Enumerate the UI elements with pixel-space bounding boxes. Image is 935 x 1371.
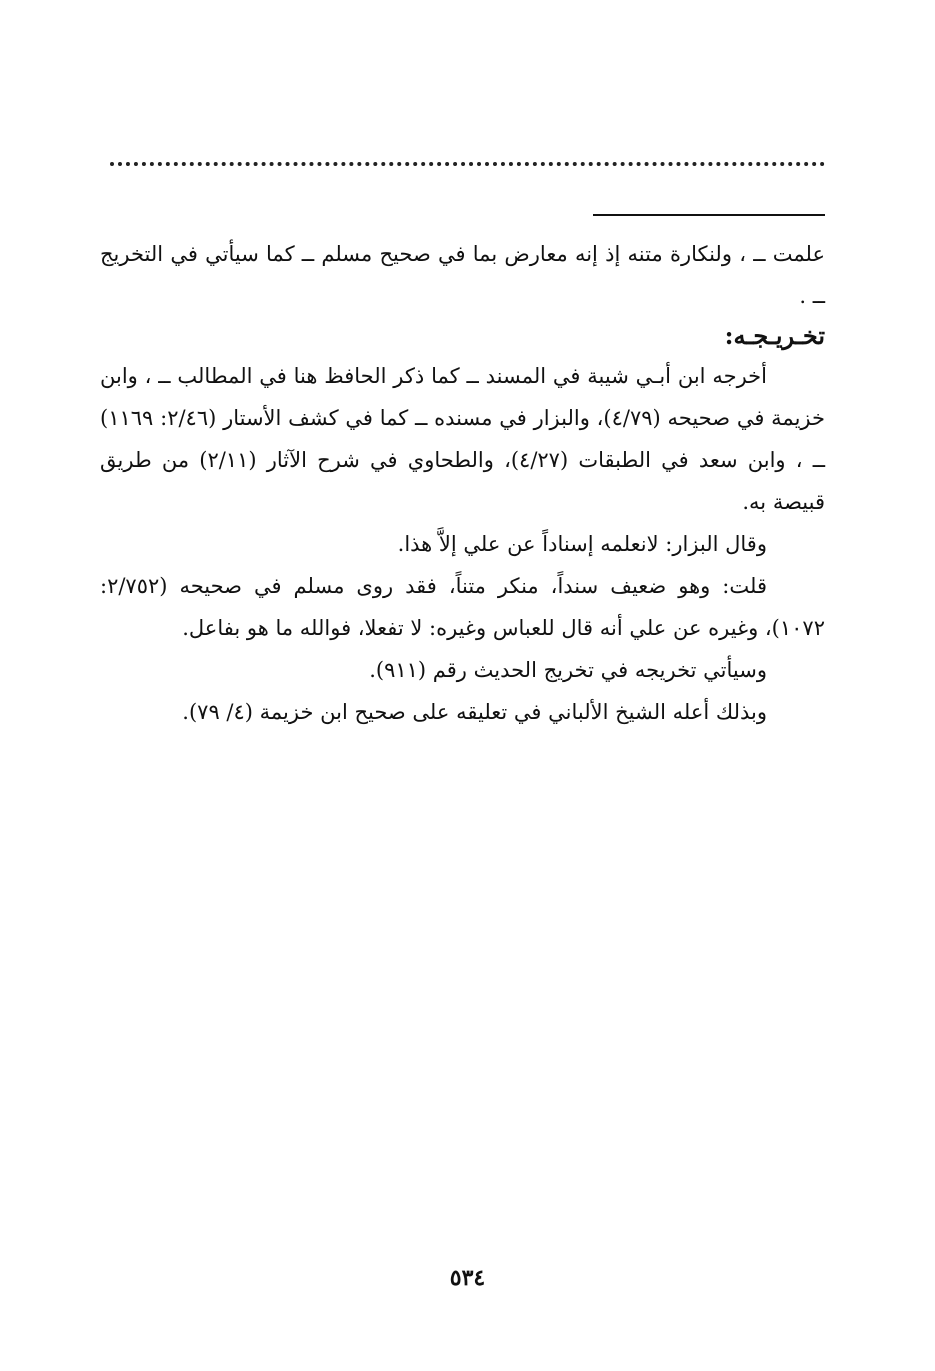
dotted-separator xyxy=(110,162,825,166)
footnote-rule xyxy=(593,214,825,216)
footnote-text: علمت ــ ، ولنكارة متنه إذ إنه معارض بما في صحيح مسلم ــ كما سيأتي في التخريج ــ . xyxy=(100,242,825,308)
paragraph: قلت: وهو ضعيف سنداً، منكر متناً، فقد روى مسلم في صحيحه (٢/٧٥٢: ١٠٧٢)، وغيره عن علي أنه قال للعباس وغيره: لا تفعلا، فوالله ما هو بفاعل. xyxy=(100,574,825,640)
section-heading: تخـريـجـه: xyxy=(724,321,825,350)
paragraph: وسيأتي تخريجه في تخريج الحديث رقم (٩١١). xyxy=(369,658,767,682)
page-number: ٥٣٤ xyxy=(449,1265,486,1291)
paragraph: أخرجه ابن أبـي شيبة في المسند ــ كما ذكر الحافظ هنا في المطالب ــ ، وابن خزيمة في صحيحه (٤/٧٩)، والبزار في مسنده ــ كما في كشف الأستار (٢/٤٦: ١١٦٩) ــ ، وابن سعد في الطبقات (٤/٢٧)، والطحاوي في شرح الآثار (٢/١١) من طريق قبيصة به. xyxy=(100,364,826,514)
paragraph: وبذلك أعله الشيخ الألباني في تعليقه على صحيح ابن خزيمة (٤/ ٧٩). xyxy=(182,700,767,724)
page-text xyxy=(100,233,825,733)
paragraph: وقال البزار: لانعلمه إسناداً عن علي إلاَّ هذا. xyxy=(397,532,767,556)
